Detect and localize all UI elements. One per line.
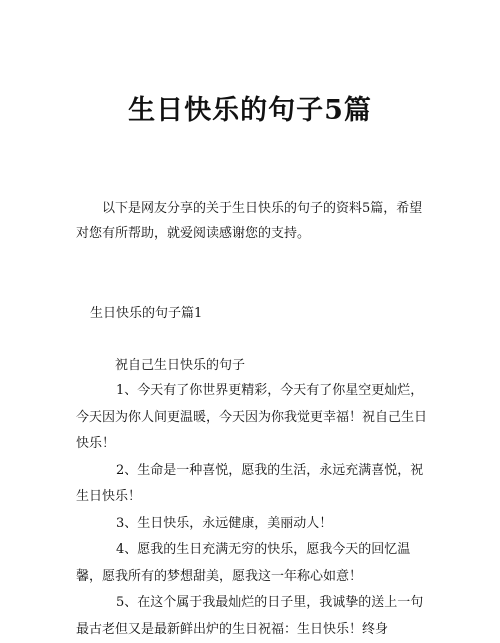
wish-list (76, 378, 428, 643)
document-title: 生日快乐的句子5篇 (128, 95, 372, 126)
intro-paragraph: 以下是网友分享的关于生日快乐的句子的资料5篇，希望对您有所帮助，就爱阅读感谢您的支持。 (76, 201, 423, 241)
list-item: 5、在这个属于我最灿烂的日子里，我诚挚的送上一句最古老但又是最新鲜出炉的生日祝福：生日快乐！终身 (76, 595, 424, 637)
list-item: 2、生命是一种喜悦，愿我的生活，永远充满喜悦，祝生日快乐！ (76, 462, 424, 504)
list-item: 1、今天有了你世界更精彩，今天有了你星空更灿烂，今天因为你人间更温暖，今天因为你我觉更幸福！祝自己生日快乐！ (76, 383, 428, 451)
list-item: 3、生日快乐，永远健康，美丽动人！ (116, 515, 333, 531)
subheading: 祝自己生日快乐的句子 (115, 358, 246, 373)
section-heading: 生日快乐的句子篇1 (90, 306, 203, 321)
list-item: 4、愿我的生日充满无穷的快乐，愿我今天的回忆温馨，愿我所有的梦想甜美，愿我这一年称心如意！ (76, 542, 411, 584)
